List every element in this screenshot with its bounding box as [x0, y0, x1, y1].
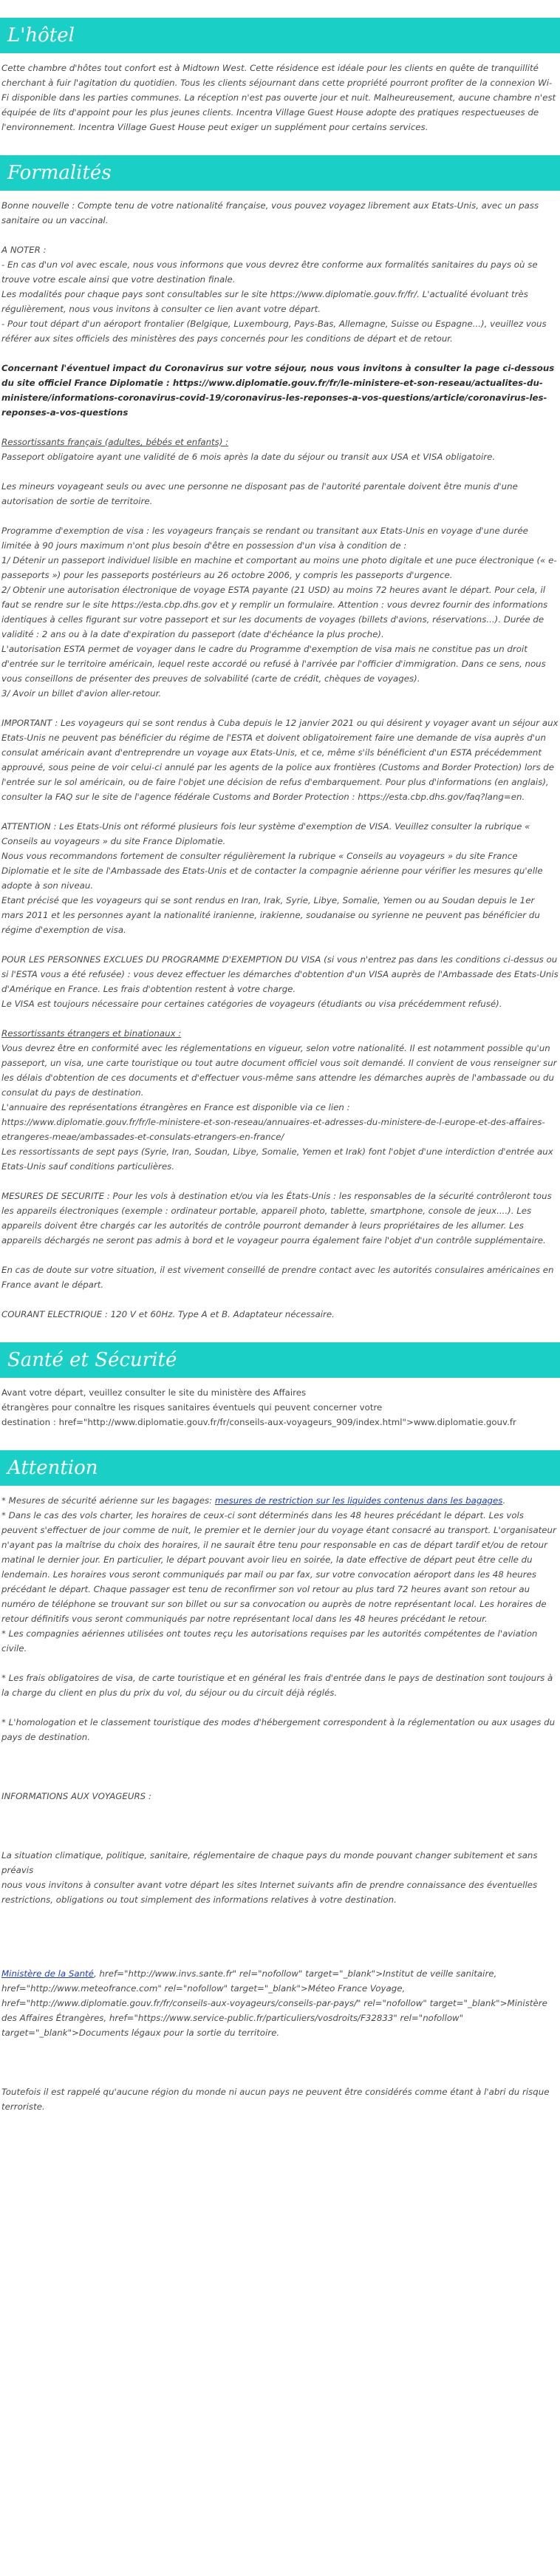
foreign-heading: Ressortissants étrangers et binationaux :: [1, 1028, 182, 1039]
airlines-authorizations: * Les compagnies aériennes utilisées ont toutes reçu les autorisations requises par les autorités compétentes de l'aviation civile.: [1, 1628, 538, 1654]
attention-content: [0, 1493, 560, 2114]
electric-current: COURANT ELECTRIQUE : 120 V et 60Hz. Type A et B. Adaptateur nécessaire.: [1, 1309, 335, 1319]
liquids-restriction-link[interactable]: mesures de restriction sur les liquides contenus dans les bagages: [214, 1495, 503, 1506]
accommodation-classification: * L'homologation et le classement touristique des modes d'hébergement correspondent à la réglementation ou aux usages du pays de destination.: [1, 1717, 556, 1742]
excluded-text: POUR LES PERSONNES EXCLUES DU PROGRAMME D'EXEMPTION DU VISA (si vous n'entrez pas dans les conditions ci-dessus ou si l'ESTA vous a été refusée) : vous devez effectuer les démarches d'obtention d'un VISA auprès de l'Ambassade des Etats-Unis d'Amérique en France. Les frais d'obtention restent à votre charge. Le VISA est toujours nécessaire pour certaines catégories de voyageurs (étudiants ou visa précédemment refusé).: [1, 954, 559, 1009]
useful-links: [1, 1966, 559, 2040]
attention-section: [0, 1450, 560, 2114]
spacer: [1, 2055, 559, 2084]
charter-schedules: * Dans le cas des vols charter, les horaires de ceux-ci sont déterminés dans les 48 heures précédant le départ. Les vols peuvent s'effectuer de jour comme de nuit, le premier et le dernier jour du voyage étant consacré au transport. L'organisateur n'ayant pas la maîtrise du choix des horaires, il ne saurait être tenu pour responsable en cas de départ tardif et/ou de retour matinal le dernier jour. En particulier, le départ pouvant avoir lieu en soirée, la date effective de départ peut être celle du lendemain. Les horaires vous seront communiqués par mail ou par fax, sur votre convocation aéroport dans les 48 heures précédant le départ. Chaque passager est tenu de reconfirmer son vol retour au plus tard 72 heures avant son retour au numéro de téléphone se trouvant sur son billet ou sur sa convocation ou auprès de notre représentant local. Les horaires de retour définitifs vous seront communiqués par notre représentant local dans les 48 heures précédant le retour.: [1, 1510, 556, 1624]
ministere-sante-link[interactable]: Ministère de la Santé: [1, 1968, 94, 1979]
section-header-sante: [0, 1342, 560, 1378]
notice-title: A NOTER :: [1, 245, 47, 255]
travellers-info-text: La situation climatique, politique, sanitaire, réglementaire de chaque pays du monde pouvant changer subitement et sans préavis nous vous invitons à consulter avant votre départ les sites Internet suivants afin de prendre connaissance des éventuelles restrictions, obligations ou tout simplement des informations relatives à votre destination.: [1, 1850, 538, 1905]
notice-line: - Pour tout départ d'un aéroport frontalier (Belgique, Luxembourg, Pays-Bas, Allemagne, Suisse ou Espagne...), veuillez vous référer aux sites officiels des ministères des pays concernés pour les conditions de départ et de retour.: [1, 319, 547, 344]
sante-title: Santé et Sécurité: [7, 1349, 177, 1371]
formalites-section: [0, 155, 560, 1322]
section-header-attention: [0, 1450, 560, 1486]
luggage-measures-prefix: * Mesures de sécurité aérienne sur les bagages:: [1, 1495, 215, 1506]
fr-residents-text: Passeport obligatoire ayant une validité de 6 mois après la date du séjour ou transit aux USA et VISA obligatoire.: [1, 452, 496, 462]
covid-notice: Concernant l'éventuel impact du Coronavirus sur votre séjour, nous vous invitons à consulter la page ci-dessous du site officiel France Diplomatie : https://www.diplomatie.gouv.fr/fr/le-ministere-et-son-reseau/actualites-du-ministere/informations-coronavirus-covid-19/coronavirus-les-reponses-a-vos-questions/article/coronavirus-les-reponses-a-vos-questions: [1, 363, 555, 418]
hotel-section: [0, 18, 560, 135]
useful-links-rest: , href="http://www.invs.sante.fr" rel="nofollow" target="_blank">Institut de veille sanitaire, href="http://www.meteofrance.com" rel="nofollow" target="_blank">Méteo France Voyage, href="http://www.diplomatie.gouv.fr/fr/conseils-aux-voyageurs/conseils-par-pays/" rel="nofollow" target="_blank">Ministère des Affaires Étrangères, href="https://www.service-public.fr/particuliers/vosdroits/F32833" rel="nofollow" target="_blank">Documents légaux pour la sortie du territoire.: [1, 1968, 547, 2038]
luggage-measures-suffix: .: [502, 1495, 506, 1506]
attention-text: ATTENTION : Les Etats-Unis ont réformé plusieurs fois leur système d'exemption de VISA. Veuillez consulter la rubrique « Conseils au voyageurs » du site France Diplomatie. Nous vous recommandons fortement de consulter régulièrement la rubrique « Conseils au voyageurs » du site France Diplomatie et le site de l'Ambassade des Etats-Unis et de contacter la compagnie aérienne pour vérifier les mesures qu'elle adopte à son niveau. Etant précisé que les voyageurs qui se sont rendus en Iran, Irak, Syrie, Libye, Somalie, Yemen ou au Soudan depuis le 1er mars 2011 et les personnes ayant la nationalité iranienne, irakienne, soudanaise ou syrienne ne peuvent pas bénéficier du régime d'exemption de visa.: [1, 821, 543, 935]
luggage-measures: [1, 1493, 559, 1508]
formalites-intro: Bonne nouvelle : Compte tenu de votre nationalité française, vous pouvez voyagez librement aux Etats-Unis, avec un pass sanitaire ou un vaccinal.: [1, 200, 539, 225]
hotel-description: Cette chambre d'hôtes tout confort est à Midtown West. Cette résidence est idéale pour les clients en quête de tranquillité cherchant à fuir l'agitation du quotidien. Tous les clients séjournant dans cette propriété pourront profiter de la connexion Wi-Fi disponible dans les parties communes. La réception n'est pas ouverte jour et nuit. Malheureusement, aucune chambre n'est équipée de lits d'appoint pour les plus jeunes clients. Incentra Village Guest House adopte des pratiques respectueuses de l'environnement. Incentra Village Guest House peut exiger un supplément pour certains services.: [1, 63, 556, 132]
doubt-text: En cas de doute sur votre situation, il est vivement conseillé de prendre contact avec les autorités consulaires américaines en France avant le départ.: [1, 1265, 554, 1290]
security-text: MESURES DE SECURITE : Pour les vols à destination et/ou via les États-Unis : les responsables de la sécurité contrôleront tous les appareils électroniques (exemple : ordinateur portable, appareil photo, tablette, smartphone, console de jeux....). Les appareils doivent être chargés car les autorités de contrôle pourront demander à leurs propriétaires de les allumer. Les appareils déchargés ne seront pas admis à bord et le voyageur pourra également faire l'objet d'un contrôle supplémentaire.: [1, 1191, 552, 1245]
sante-section: [0, 1342, 560, 1430]
formalites-content: [0, 198, 560, 1322]
spacer: [1, 1818, 559, 1848]
section-header-formalites: [0, 155, 560, 191]
exemption-line: 3/ Avoir un billet d'avion aller-retour.: [1, 688, 162, 699]
hotel-title: L'hôtel: [7, 24, 75, 47]
formalites-title: Formalités: [7, 162, 112, 184]
important-text: IMPORTANT : Les voyageurs qui se sont rendus à Cuba depuis le 12 janvier 2021 ou qui désirent y voyager avant un séjour aux Etats-Unis ne peuvent pas bénéficier du régime de l'ESTA et doivent obligatoirement faire une demande de visa auprès d'un consulat américain avant d'entreprendre un voyage aux Etats-Unis, et ce, même s'ils bénéficient d'un ESTA précédemment approuvé, sous peine de voir celui-ci annulé par les agents de la police aux frontières (Customs and Border Protection) lors de l'entrée sur le sol américain, ou de faire l'objet une décision de refus d'embarquement. Pour plus d'informations (en anglais), consulter la FAQ sur le site de l'agence fédérale Customs and Border Protection : https://esta.cbp.dhs.gov/faq?lang=en.: [1, 718, 559, 802]
terror-risk-notice: Toutefois il est rappelé qu'aucune région du monde ni aucun pays ne peuvent être considérés comme étant à l'abri du risque terroriste.: [1, 2087, 550, 2112]
minors-text: Les mineurs voyageant seuls ou avec une personne ne disposant pas de l'autorité parentale doivent être munis d'une autorisation de sortie de territoire.: [1, 481, 518, 506]
exemption-line: L'autorisation ESTA permet de voyager dans le cadre du Programme d'exemption de visa mais ne constitue pas un droit d'entrée sur le territoire américain, lequel reste accordé ou refusé à l'arrivée par l'officier d'immigration. Dans ce sens, nous vous conseillons de présenter des preuves de solvabilité (carte de crédit, chèques de voyages).: [1, 644, 546, 684]
sante-content: [0, 1385, 560, 1430]
sante-text: Avant votre départ, veuillez consulter le site du ministère des Affaires étrangères pour connaître les risques sanitaires éventuels qui peuvent concerner votre destination : href="http://www.diplomatie.gouv.fr/fr/conseils-aux-voyageurs_909/index.html">www.diplomatie.gouv.fr: [1, 1387, 516, 1427]
attention-title: Attention: [7, 1457, 98, 1479]
spacer: [1, 1922, 559, 1966]
travellers-info-heading: INFORMATIONS AUX VOYAGEURS :: [1, 1791, 151, 1801]
fr-residents-heading: Ressortissants français (adultes, bébés et enfants) :: [1, 437, 229, 447]
notice-line: Les modalités pour chaque pays sont consultables sur le site https://www.diplomatie.gouv.fr/fr/. L'actualité évoluant très régulièrement, nous vous invitons à consulter ce lien avant votre départ.: [1, 289, 528, 314]
exemption-line: 1/ Détenir un passeport individuel lisible en machine et comportant au moins une photo digitale et une puce électronique (« e-passeports ») pour les passeports postérieurs au 26 octobre 2006, y compris les passeports d'urgence.: [1, 555, 557, 580]
hotel-content: [0, 61, 560, 135]
foreign-text: Vous devrez être en conformité avec les réglementations en vigueur, selon votre nationalité. Il est notamment possible qu'un passeport, un visa, une carte touristique ou tout autre document officiel vous soit demandé. Il convient de vous renseigner sur les délais d'obtention de ces documents et d'effectuer vous-même sans attendre les démarches auprès de l'ambassade ou du consulat du pays de destination. L'annuaire des représentations étrangères en France est disponible via ce lien : https://www.diplomatie.gouv.fr/fr/le-ministere-et-son-reseau/annuaires-et-adresses-du-ministere-de-l-europe-et-des-affaires-etrangeres-meae/ambassades-et-consulats-etrangers-en-france/ Les ressortissants de sept pays (Syrie, Iran, Soudan, Libye, Somalie, Yemen et Irak) font l'objet d'une interdiction d'entrée aux Etats-Unis sauf conditions particulières.: [1, 1043, 557, 1172]
visa-fees: * Les frais obligatoires de visa, de carte touristique et en général les frais d'entrée dans le pays de destination sont toujours à la charge du client en plus du prix du vol, du séjour ou du circuit déjà réglés.: [1, 1673, 553, 1698]
notice-line: - En cas d'un vol avec escale, nous vous informons que vous devrez être conforme aux formalités sanitaires du pays où se trouve votre escale ainsi que votre destination finale.: [1, 259, 538, 285]
section-header-hotel: [0, 18, 560, 53]
spacer: [1, 1759, 559, 1789]
exemption-line: Programme d'exemption de visa : les voyageurs français se rendant ou transitant aux Etats-Unis en voyage d'une durée limitée à 90 jours maximum n'ont plus besoin d'être en possession d'un visa à condition de :: [1, 526, 528, 551]
exemption-line: 2/ Obtenir une autorisation électronique de voyage ESTA payante (21 USD) au moins 72 heures avant le départ. Pour cela, il faut se rendre sur le site https://esta.cbp.dhs.gov et y remplir un formulaire. Attention : vous devrez fournir des informations identiques à celles figurant sur votre passeport et sur les documents de voyages (billets d'avions, réservations...). Durée de validité : 2 ans ou à la date d'expiration du passeport (date d'échéance la plus proche).: [1, 585, 548, 639]
